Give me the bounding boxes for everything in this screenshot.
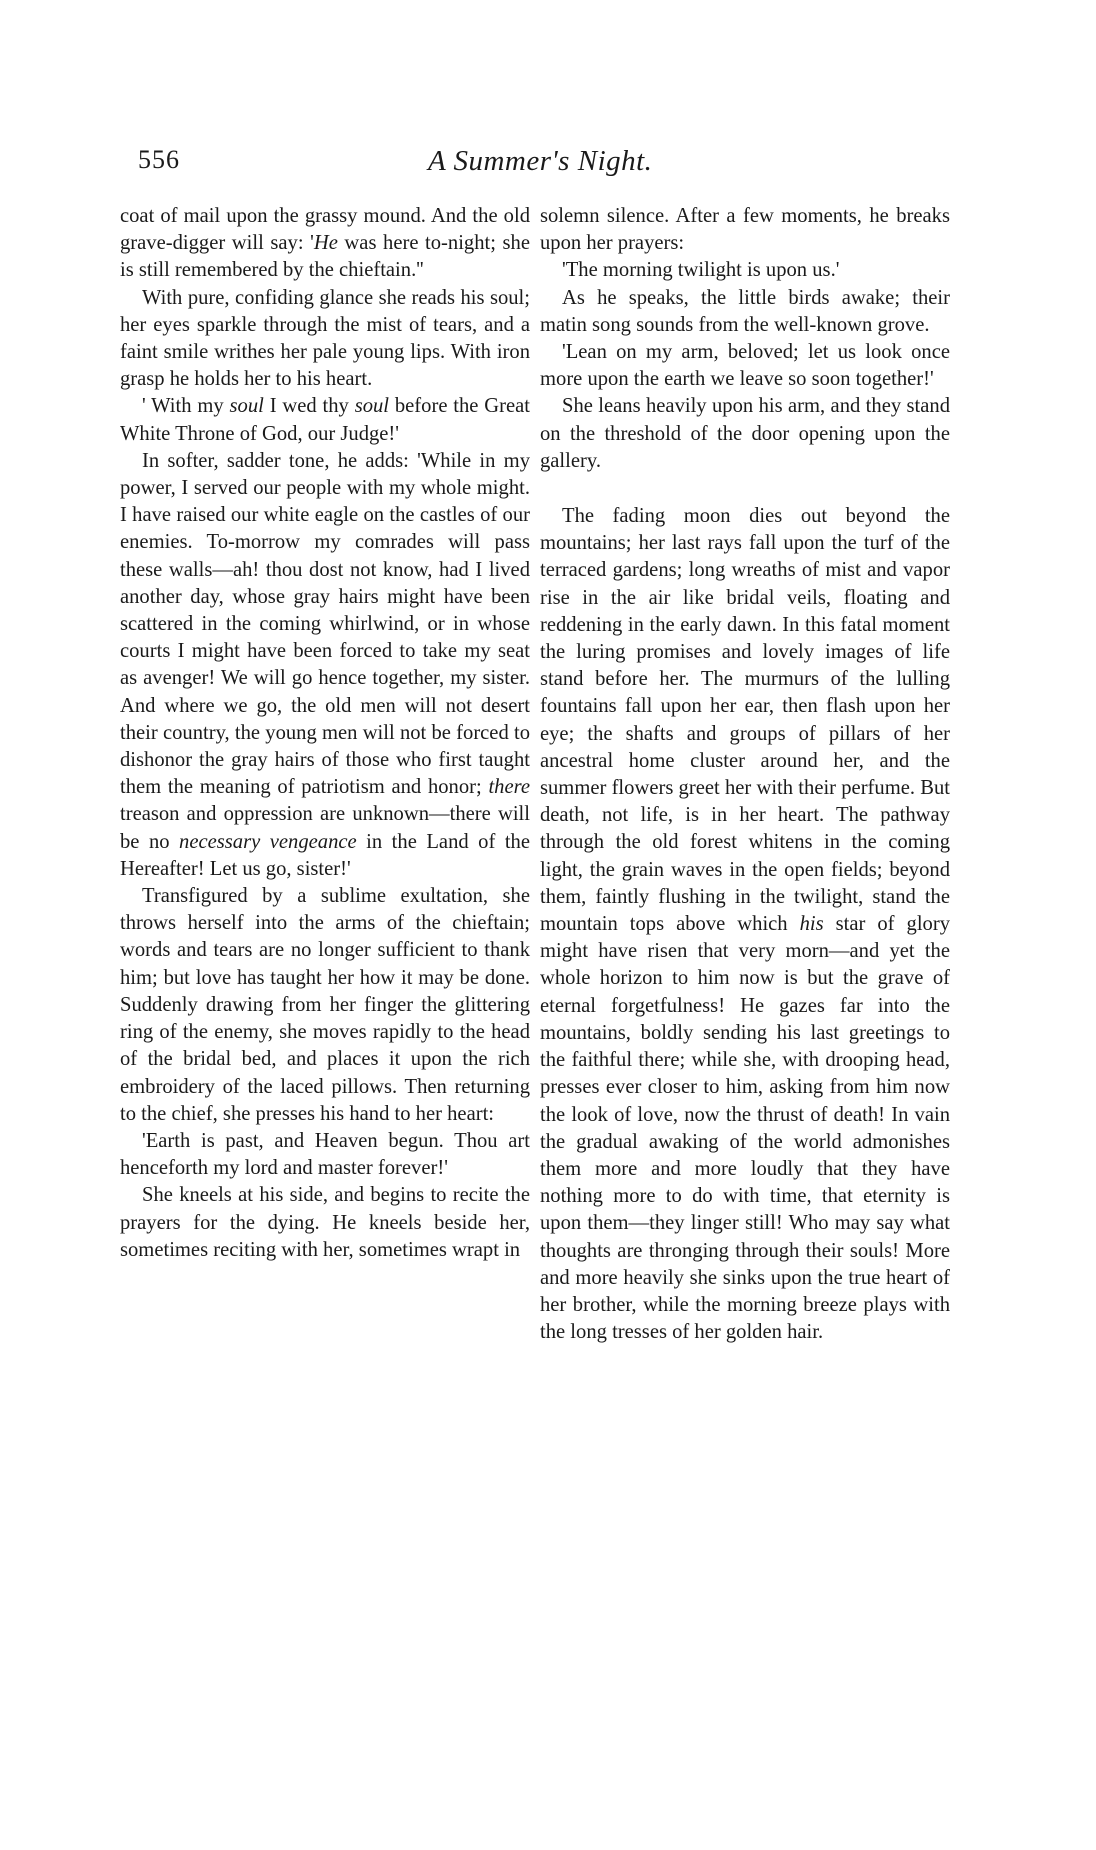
- paragraph: Transfigured by a sublime exultation, she throws herself into the arms of the chieftain; words and tears are no longer sufficient to thank him; but love has taught her how it may be done. Suddenly drawing from her finger the glittering ring of the enemy, she moves rapidly to the head of the bridal bed, and places it upon the rich embroidery of the laced pillows. Then returning to the chief, she presses his hand to her heart:: [120, 885, 530, 1125]
- paragraph: ' With my soul I wed thy soul before the Great White Throne of God, our Judge!': [120, 395, 531, 445]
- paragraph: coat of mail upon the grassy mound. And the old grave-digger will say: 'He was here to-night; she is still remembered by the chieftain.'': [120, 205, 530, 282]
- left-column: [120, 203, 530, 1264]
- paragraph: 'Earth is past, and Heaven begun. Thou art henceforth my lord and master forever!': [120, 1129, 530, 1180]
- paragraph: As he speaks, the little birds awake; their matin song sounds from the well-known grove.: [540, 286, 950, 336]
- paragraph: She leans heavily upon his arm, and they stand on the threshold of the door opening upon the gallery.: [540, 395, 950, 472]
- paragraph: 'The morning twilight is upon us.': [562, 259, 840, 282]
- paragraph: She kneels at his side, and begins to recite the prayers for the dying. He kneels beside her, sometimes reciting with her, sometimes wrapt in: [120, 1184, 530, 1261]
- paragraph: solemn silence. After a few moments, he breaks upon her prayers:: [540, 205, 950, 255]
- page-number: 556: [138, 145, 180, 174]
- paragraph: The fading moon dies out beyond the mountains; her last rays fall upon the turf of the terraced gardens; long wreaths of mist and vapor rise in the air like bridal veils, floating and reddening in the early dawn. In this fatal moment the luring promises and lovely images of life stand before her. The murmurs of the lulling fountains fall upon her ear, then flash upon her eye; the shafts and groups of pillars of her ancestral home cluster around her, and the summer flowers greet her with their perfume. But death, not life, is in her heart. The pathway through the old forest whitens in the coming light, the grain waves in the open fields; beyond them, faintly flushing in the twilight, stand the mountain tops above which his star of glory might have risen that very morn—and yet the whole horizon to him now is but the grave of eternal forgetfulness! He gazes far into the mountains, boldly sending his last greetings to the faithful there; while she, with drooping head, presses ever closer to him, asking from him now the look of love, now the thrust of death! In vain the gradual awaking of the world admonishes them more and more loudly that they have nothing more to do with time, that eternity is upon them—they linger still! Who may say what thoughts are thronging through their souls! More and more heavily she sinks upon the true heart of her brother, while the morning breeze plays with the long tresses of her golden hair.: [540, 505, 950, 1344]
- paragraph: With pure, confiding glance she reads his soul; her eyes sparkle through the mist of tears, and a faint smile writhes her pale young lips. With iron grasp he holds her to his heart.: [120, 286, 530, 391]
- running-title: A Summer's Night.: [428, 145, 653, 177]
- right-column: [540, 203, 950, 1346]
- paragraph: In softer, sadder tone, he adds: 'While in my power, I served our people with my whole might. I have raised our white eagle on the castles of our enemies. To-morrow my comrades will pass these walls—ah! thou dost not know, had I lived another day, whose gray hairs might have been scattered in the coming whirlwind, or in whose courts I might have been forced to take my seat as avenger! We will go hence together, my sister. And where we go, the old men will not desert their country, the young men will not be forced to dishonor the gray hairs of those who first taught them the meaning of patriotism and honor; there treason and oppression are unknown—there will be no necessary vengeance in the Land of the Hereafter! Let us go, sister!': [120, 449, 530, 880]
- paragraph: 'Lean on my arm, beloved; let us look once more upon the earth we leave so soon together!': [540, 341, 950, 391]
